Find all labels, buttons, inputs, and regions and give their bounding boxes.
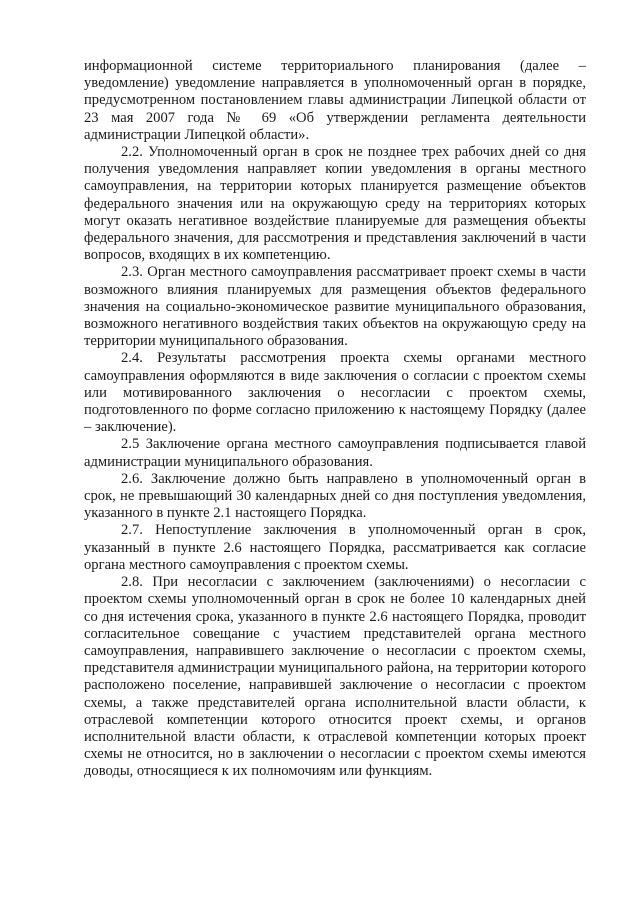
document-page xyxy=(84,58,586,781)
paragraph-2-3: 2.3. Орган местного самоуправления рассматривает проект схемы в части возможного влияния планируемых для размещения объектов федерального значения на социально-экономическое развитие муниципального образования, возможного негативного воздействия таких объектов на окружающую среду на территории муниципального образования. xyxy=(84,264,586,350)
paragraph-2-5: 2.5 Заключение органа местного самоуправления подписывается главой администрации муниципального образования. xyxy=(84,436,586,470)
paragraph-continuation: информационной системе территориального планирования (далее – уведомление) уведомление направляется в уполномоченный орган в порядке, предусмотренном постановлением главы администрации Липецкой области от 23 мая 2007 года № 69 «Об утверждении регламента деятельности администрации Липецкой области». xyxy=(84,58,586,143)
paragraph-2-6: 2.6. Заключение должно быть направлено в уполномоченный орган в срок, не превышающий 30 календарных дней со дня поступления уведомления, указанного в пункте 2.1 настоящего Порядка. xyxy=(84,470,586,522)
paragraph-2-2: 2.2. Уполномоченный орган в срок не позднее трех рабочих дней со дня получения уведомления направляет копии уведомления в органы местного самоуправления, на территории которых планируется размещение объектов федерального значения или на окружающую среду на территориях которых могут оказать негативное воздействие планируемые для размещения объекты федерального значения, для рассмотрения и представления заключений в части вопросов, входящих в их компетенцию. xyxy=(84,144,586,264)
paragraph-2-7: 2.7. Непоступление заключения в уполномоченный орган в срок, указанный в пункте 2.6 настоящего Порядка, рассматривается как согласие органа местного самоуправления с проектом схемы. xyxy=(84,522,586,573)
paragraph-2-4: 2.4. Результаты рассмотрения проекта схемы органами местного самоуправления оформляются в виде заключения о согласии с проектом схемы или мотивированного заключения о несогласии с проектом схемы, подготовленного по форме согласно приложению к настоящему Порядку (далее – заключение). xyxy=(84,350,586,436)
paragraph-2-8: 2.8. При несогласии с заключением (заключениями) о несогласии с проектом схемы уполномоченный орган в срок не более 10 календарных дней со дня истечения срока, указанного в пункте 2.6 настоящего Порядка, проводит согласительное совещание с участием представителей органа местного самоуправления, направившего заключение о несогласии с проектом схемы, представителя администрации муниципального района, на территории которого расположено поселение, направившей заключение о несогласии с проектом схемы, а также представителей органа исполнительной власти области, к отраслевой компетенции которого относится проект схемы, и органов исполнительной власти области, к отраслевой компетенции которых проект схемы не относится, но в заключении о несогласии с проектом схемы имеются доводы, относящиеся к их полномочиям или функциям. xyxy=(84,574,586,780)
